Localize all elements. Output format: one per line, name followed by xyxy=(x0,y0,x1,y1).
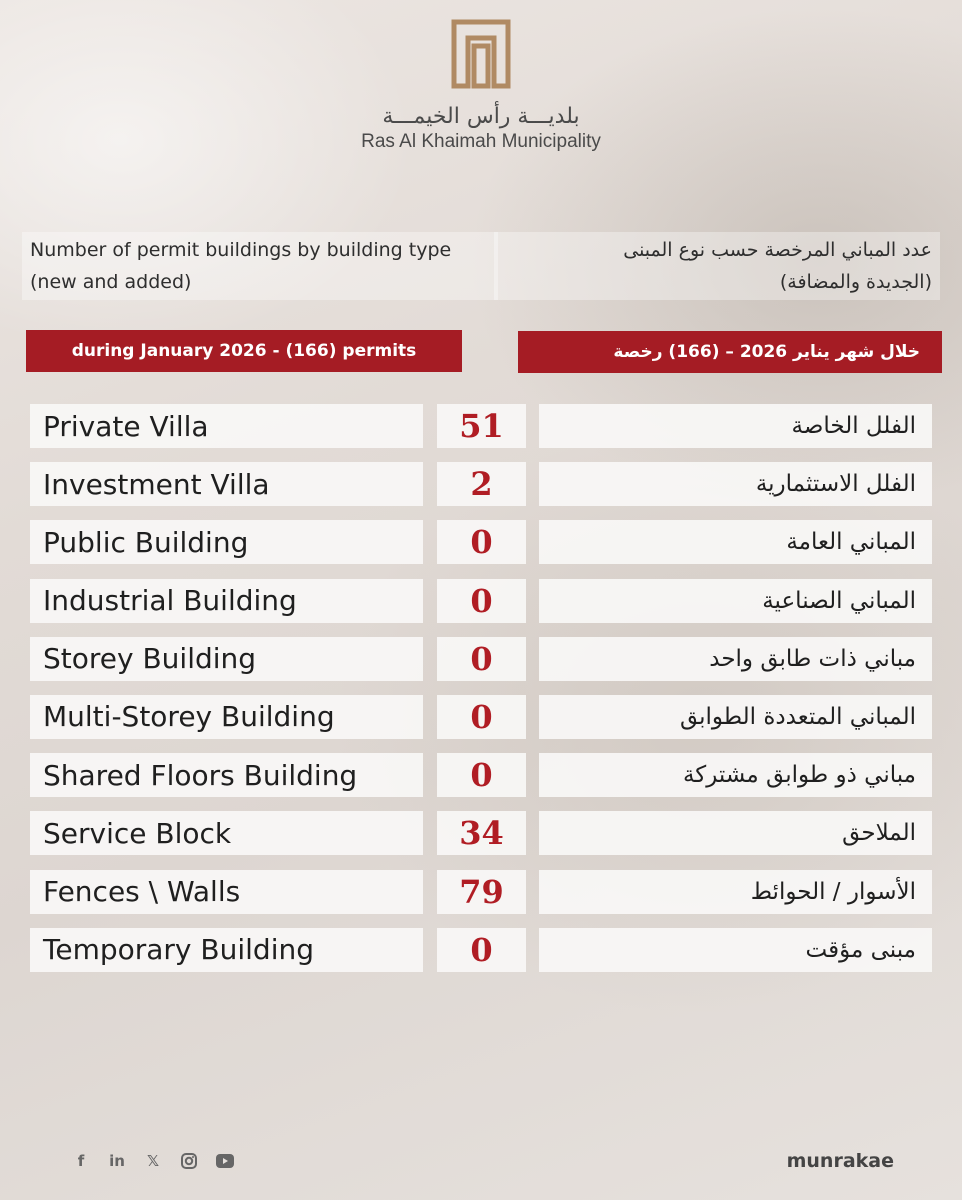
title-english xyxy=(22,232,498,300)
permit-table xyxy=(0,404,962,986)
building-type-arabic: مباني ذات طابق واحد xyxy=(539,637,932,681)
table-row xyxy=(0,579,962,623)
table-row xyxy=(0,462,962,506)
building-type-english: Fences \ Walls xyxy=(30,870,423,914)
building-type-arabic: المباني الصناعية xyxy=(539,579,932,623)
building-type-arabic: الفلل الاستثمارية xyxy=(539,462,932,506)
building-type-english: Public Building xyxy=(30,520,423,564)
building-type-english: Industrial Building xyxy=(30,579,423,623)
linkedin-icon[interactable]: in xyxy=(109,1152,125,1170)
permit-count: 0 xyxy=(437,928,526,972)
table-row xyxy=(0,870,962,914)
building-type-arabic: المباني المتعددة الطوابق xyxy=(539,695,932,739)
title-english-line2: (new and added) xyxy=(30,271,192,293)
x-icon[interactable]: 𝕏 xyxy=(146,1152,160,1170)
building-type-english: Storey Building xyxy=(30,637,423,681)
permit-count: 51 xyxy=(437,404,526,448)
permit-count: 0 xyxy=(437,579,526,623)
social-handle[interactable]: munrakae xyxy=(786,1150,894,1172)
permit-count: 0 xyxy=(437,520,526,564)
logo-english-text: Ras Al Khaimah Municipality xyxy=(361,131,601,152)
table-row xyxy=(0,520,962,564)
youtube-icon[interactable] xyxy=(214,1150,236,1172)
title-arabic xyxy=(494,232,940,300)
building-type-arabic: مباني ذو طوابق مشتركة xyxy=(539,753,932,797)
social-links xyxy=(70,1150,236,1172)
permit-count: 79 xyxy=(437,870,526,914)
building-type-english: Shared Floors Building xyxy=(30,753,423,797)
building-type-english: Investment Villa xyxy=(30,462,423,506)
permit-count: 34 xyxy=(437,811,526,855)
building-type-english: Multi-Storey Building xyxy=(30,695,423,739)
permit-count: 2 xyxy=(437,462,526,506)
title-arabic-line2: (الجديدة والمضافة) xyxy=(779,271,932,293)
permit-count: 0 xyxy=(437,695,526,739)
building-type-english: Service Block xyxy=(30,811,423,855)
permit-count: 0 xyxy=(437,637,526,681)
table-row xyxy=(0,637,962,681)
table-row xyxy=(0,753,962,797)
municipality-logo xyxy=(0,18,962,153)
building-type-arabic: الأسوار / الحوائط xyxy=(539,870,932,914)
title-english-line1: Number of permit buildings by building type xyxy=(30,239,452,261)
building-type-english: Temporary Building xyxy=(30,928,423,972)
table-row xyxy=(0,404,962,448)
building-type-english: Private Villa xyxy=(30,404,423,448)
building-type-arabic: المباني العامة xyxy=(539,520,932,564)
logo-emblem-icon xyxy=(450,18,512,90)
building-type-arabic: مبنى مؤقت xyxy=(539,928,932,972)
table-row xyxy=(0,928,962,972)
building-type-arabic: الفلل الخاصة xyxy=(539,404,932,448)
table-row xyxy=(0,695,962,739)
table-row xyxy=(0,811,962,855)
period-banner-arabic: خلال شهر يناير 2026 – (166) رخصة xyxy=(518,331,942,373)
title-arabic-line1: عدد المباني المرخصة حسب نوع المبنى xyxy=(623,239,932,261)
logo-arabic-text: بلديـــة رأس الخيمـــة xyxy=(382,104,580,129)
instagram-icon[interactable] xyxy=(178,1150,200,1172)
building-type-arabic: الملاحق xyxy=(539,811,932,855)
facebook-icon[interactable]: f xyxy=(77,1152,85,1170)
period-banner-english: during January 2026 - (166) permits xyxy=(26,330,462,372)
permit-count: 0 xyxy=(437,753,526,797)
